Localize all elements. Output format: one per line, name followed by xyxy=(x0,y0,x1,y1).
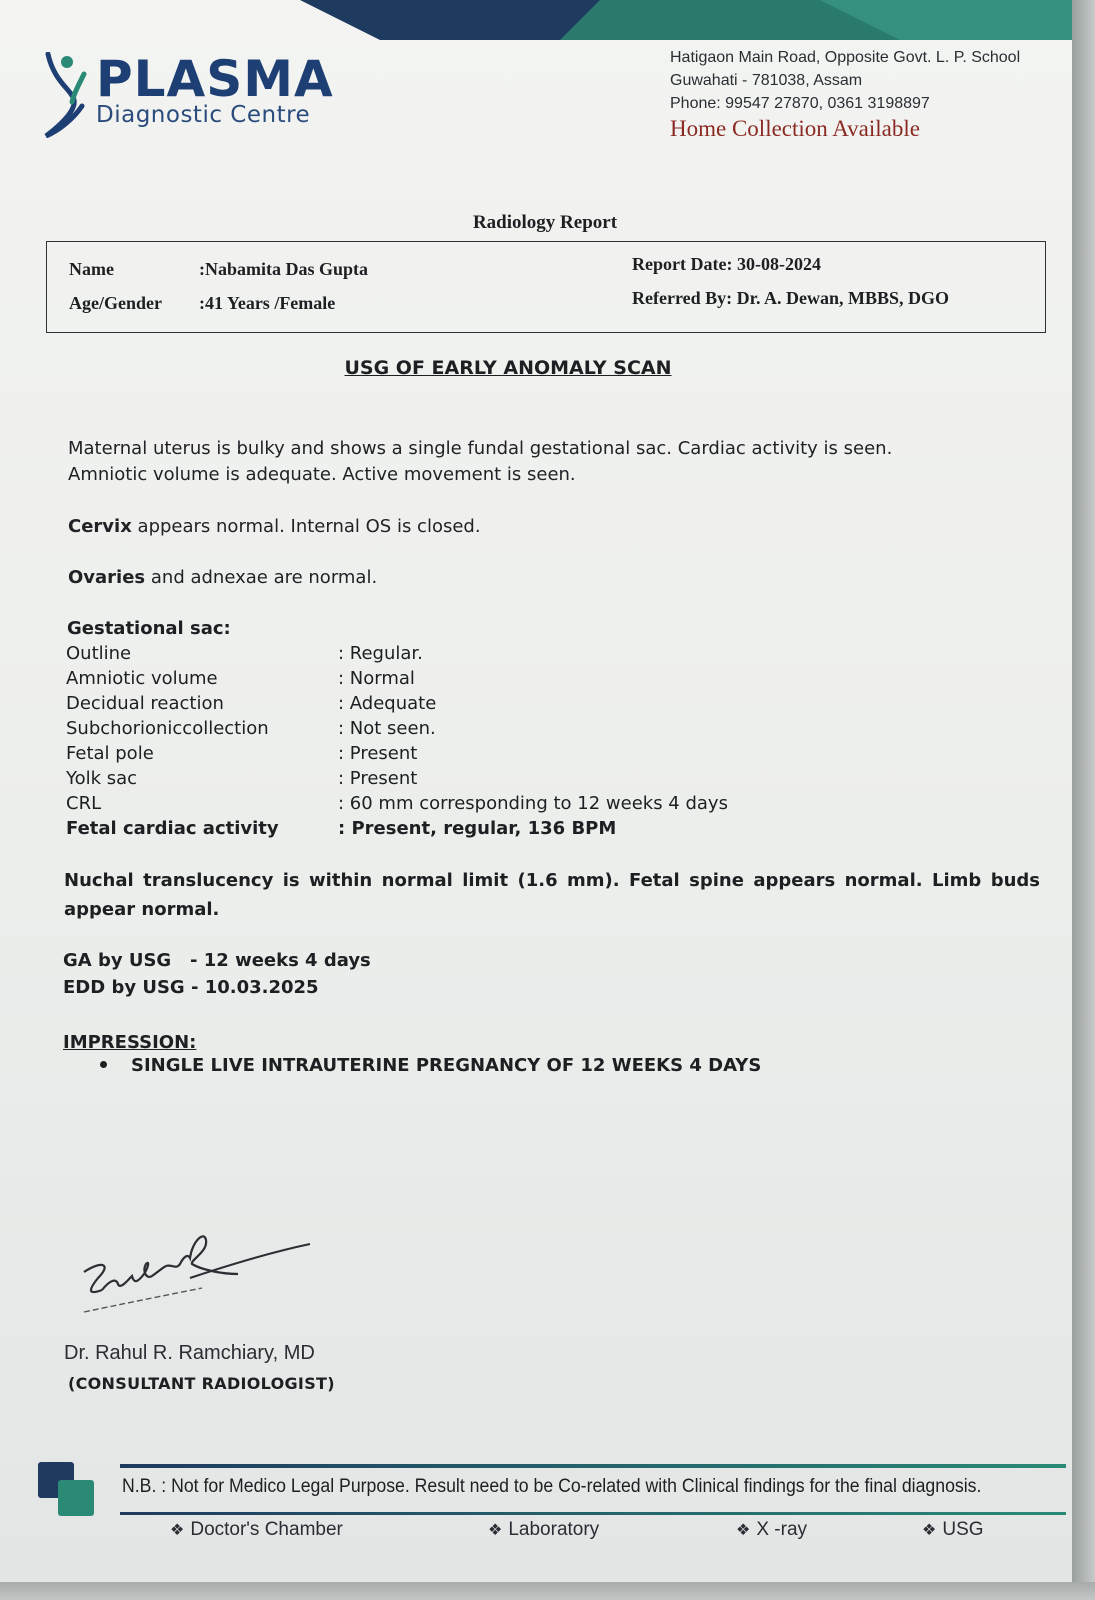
nuchal-translucency-finding: Nuchal translucency is within normal limit (1.6 mm). Fetal spine appears normal. Limb buds appear normal. xyxy=(64,870,1040,920)
name-label: Name xyxy=(69,259,114,279)
gs-label: Amniotic volume xyxy=(66,668,218,689)
impression-item xyxy=(100,1055,761,1076)
gs-label: Outline xyxy=(66,643,132,664)
service-doctors-chamber xyxy=(170,1519,343,1541)
service-usg xyxy=(922,1519,984,1541)
cervix-text: appears normal. Internal OS is closed. xyxy=(131,516,481,537)
address-line-2: Guwahati - 781038, Assam xyxy=(670,72,863,89)
disclaimer-note: N.B. : Not for Medico Legal Purpose. Result need to be Co-related with Clinical findings for the final diagnosis. xyxy=(122,1476,982,1497)
service-label: USG xyxy=(942,1519,984,1540)
plasma-logo-icon xyxy=(44,52,94,138)
report-title: Radiology Report xyxy=(472,212,618,233)
gs-label: Fetal cardiac activity xyxy=(66,818,279,839)
contact-block xyxy=(670,46,1020,115)
ovaries-text: and adnexae are normal. xyxy=(145,567,378,588)
gs-value: : Present xyxy=(338,743,418,764)
header-color-band xyxy=(0,0,1072,40)
edd-by-usg: EDD by USG - 10.03.2025 xyxy=(63,977,319,998)
patient-name: :Nabamita Das Gupta xyxy=(199,259,369,279)
page-bottom-shadow xyxy=(0,1582,1095,1600)
gs-label: Decidual reaction xyxy=(66,693,224,714)
ga-by-usg: GA by USG - 12 weeks 4 days xyxy=(63,950,371,971)
doctor-signature xyxy=(72,1230,322,1340)
gs-value: : Not seen. xyxy=(338,718,436,739)
scan-title: USG OF EARLY ANOMALY SCAN xyxy=(344,357,672,379)
diamond-bullet-icon: ❖ xyxy=(922,1522,937,1539)
service-label: Doctor's Chamber xyxy=(190,1519,343,1540)
service-xray xyxy=(736,1519,807,1541)
cervix-finding xyxy=(68,514,481,540)
gestational-sac-heading: Gestational sac: xyxy=(67,618,231,639)
brand-subtitle: Diagnostic Centre xyxy=(96,102,311,128)
diamond-bullet-icon: ❖ xyxy=(488,1522,503,1539)
ovaries-finding xyxy=(68,565,377,591)
age-gender-label: Age/Gender xyxy=(69,293,162,313)
diamond-bullet-icon: ❖ xyxy=(170,1522,185,1539)
report-date: Report Date: 30-08-2024 xyxy=(632,254,821,274)
gs-value: : Adequate xyxy=(338,693,437,714)
impression-text: SINGLE LIVE INTRAUTERINE PREGNANCY OF 12 WEEKS 4 DAYS xyxy=(131,1055,762,1076)
gs-label: Subchorioniccollection xyxy=(66,718,269,739)
doctor-role: (CONSULTANT RADIOLOGIST) xyxy=(68,1374,335,1393)
service-label: X -ray xyxy=(756,1519,808,1540)
home-collection-note: Home Collection Available xyxy=(670,116,920,141)
gs-value: : Normal xyxy=(338,668,415,689)
gs-value: : Present, regular, 136 BPM xyxy=(338,818,617,839)
footer-rule-top xyxy=(120,1464,1066,1468)
cervix-label: Cervix xyxy=(68,516,132,537)
patient-age-gender: :41 Years /Female xyxy=(199,293,336,313)
uterus-line-1: Maternal uterus is bulky and shows a single fundal gestational sac. Cardiac activity is seen. xyxy=(68,438,893,459)
referred-by: Referred By: Dr. A. Dewan, MBBS, DGO xyxy=(632,288,949,308)
footer-rule-bottom xyxy=(120,1512,1066,1515)
uterus-line-2: Amniotic volume is adequate. Active movement is seen. xyxy=(68,464,576,485)
ovaries-label: Ovaries xyxy=(68,567,146,588)
gs-value: : Regular. xyxy=(338,643,423,664)
gs-label: CRL xyxy=(66,793,102,814)
doctor-name: Dr. Rahul R. Ramchiary, MD xyxy=(64,1342,315,1364)
gs-value: : Present xyxy=(338,768,418,789)
footer-square-teal xyxy=(58,1480,94,1516)
service-label: Laboratory xyxy=(508,1519,600,1540)
address-line-1: Hatigaon Main Road, Opposite Govt. L. P. School xyxy=(670,49,1021,66)
gs-value: : 60 mm corresponding to 12 weeks 4 days xyxy=(338,793,728,814)
diamond-bullet-icon: ❖ xyxy=(736,1522,751,1539)
uterus-findings xyxy=(68,436,892,488)
service-laboratory xyxy=(488,1519,599,1541)
gs-label: Yolk sac xyxy=(66,768,138,789)
patient-info-box xyxy=(46,241,1046,333)
impression-heading: IMPRESSION: xyxy=(63,1032,197,1053)
phone-numbers: Phone: 99547 27870, 0361 3198897 xyxy=(670,95,930,112)
brand-name: PLASMA xyxy=(96,50,334,108)
page-edge-shadow xyxy=(1072,0,1095,1600)
bullet-icon xyxy=(100,1061,107,1068)
gs-label: Fetal pole xyxy=(66,743,154,764)
